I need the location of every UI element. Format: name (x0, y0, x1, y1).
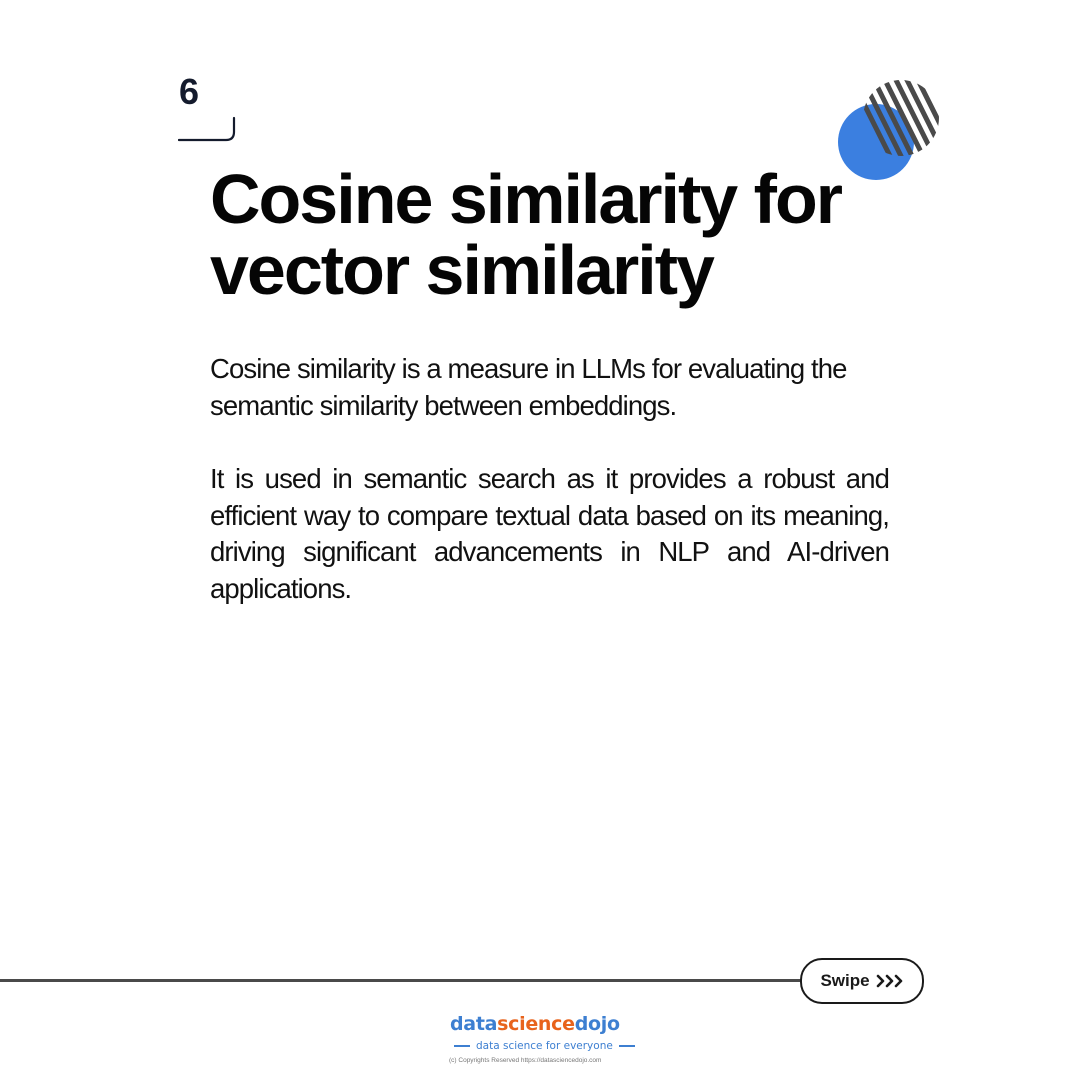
body-paragraph-2: It is used in semantic search as it provides a robust and efficient way to compare textual data based on its meaning, driving significant advancements in NLP and AI-driven applications. (210, 463, 889, 604)
title-line-1: Cosine similarity for (210, 160, 841, 238)
slide-number: 6 (179, 71, 200, 112)
logo-word-dojo: dojo (574, 1013, 620, 1035)
logo-tagline: data science for everyone (476, 1040, 613, 1052)
tagline-dash-right (619, 1045, 635, 1047)
body-paragraph-1: Cosine similarity is a measure in LLMs for evaluating the semantic similarity between embeddings. (210, 353, 847, 421)
title-line-2: vector similarity (210, 231, 713, 309)
copyright-notice: (c) Copyrights Reserved https://datasciencedojo.com (449, 1057, 602, 1064)
tagline-dash-left (454, 1045, 470, 1047)
logo-tagline-row (454, 1038, 630, 1054)
swipe-button[interactable] (800, 958, 924, 1004)
logo-word-data: data (450, 1013, 498, 1035)
triple-chevron-right-icon (876, 974, 904, 988)
page-title (210, 160, 970, 309)
footer-divider (0, 979, 802, 982)
swipe-label: Swipe (820, 971, 870, 990)
logo-word-science: science (497, 1013, 575, 1035)
slide-number-underline (178, 116, 236, 142)
